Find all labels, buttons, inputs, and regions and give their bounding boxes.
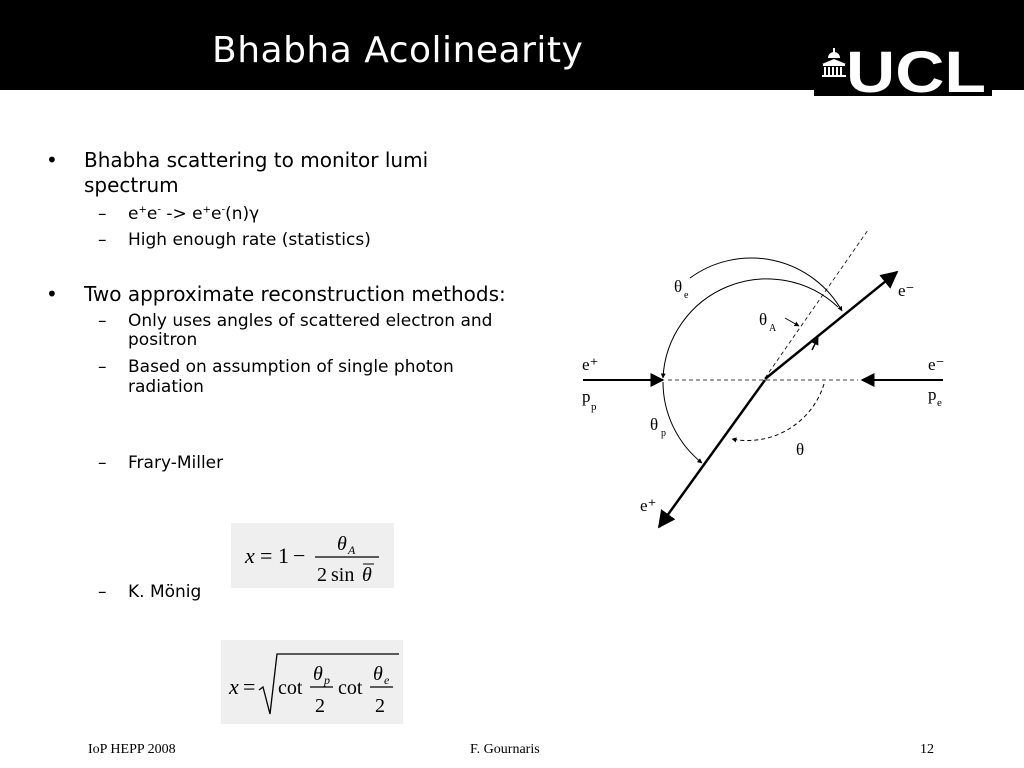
bullet-dot: • (46, 282, 58, 306)
label-e-plus-out: e⁺ (640, 496, 657, 515)
label-e-plus-in: e⁺ (582, 355, 599, 374)
label-theta-p-sub: p (661, 428, 666, 439)
label-p-p: p (582, 387, 591, 406)
bullet-dot: • (46, 148, 58, 172)
label-p-e-sub: e (937, 397, 942, 409)
bullet-1 (46, 148, 429, 173)
label-theta-e: θ (674, 277, 683, 296)
outgoing-electron-line (765, 272, 897, 379)
formula-sub1: p (324, 673, 330, 687)
sub-bullet-dash: – (98, 453, 107, 473)
formula-cot1: cot (278, 677, 303, 699)
label-theta: θ (796, 440, 805, 459)
sub-bullet-dash: – (98, 230, 107, 250)
positron-extension-dashed-line (765, 230, 868, 378)
label-e-minus-out: e⁻ (898, 281, 915, 300)
bullet-1-line2: spectrum (84, 173, 179, 197)
bullet-1-line1: Bhabha scattering to monitor lumi (84, 148, 429, 172)
formula-den-two: 2 (317, 564, 327, 586)
theta-p-arc (663, 382, 702, 463)
label-p-e: p (928, 385, 937, 404)
formula-theta2: θ (373, 663, 383, 685)
formula-x: x (229, 674, 239, 699)
label-e-minus-in: e⁻ (928, 355, 945, 374)
formula-num-theta: θ (337, 533, 347, 555)
theta-a-arrow (785, 318, 799, 326)
formula-x: x (245, 543, 255, 568)
theta-arc-dashed (732, 384, 824, 441)
label-theta-a: θ (759, 310, 768, 329)
sub-bullet-dash: – (98, 311, 107, 331)
ucl-logo-text: UCL (846, 40, 986, 96)
slide-title: Bhabha Acolinearity (212, 30, 584, 71)
formula-den-theta: θ (362, 564, 372, 586)
formula-den2: 2 (375, 695, 385, 717)
sub-bullet-angles-line2: positron (128, 330, 198, 350)
formula-equals: = (243, 674, 256, 699)
formula-num-sub: A (348, 543, 356, 557)
formula-cot2: cot (338, 677, 363, 699)
label-theta-e-sub: e (684, 290, 689, 301)
formula-equals: = (260, 543, 273, 568)
scattering-diagram (575, 225, 955, 535)
label-theta-p: θ (650, 415, 659, 434)
sub-bullet-angles: – Only uses angles of scattered electron and (98, 311, 493, 331)
footer-left: IoP HEPP 2008 (88, 742, 176, 757)
formula-theta1: θ (313, 663, 323, 685)
theta-e-arc-head (690, 258, 842, 311)
formula-monig (221, 640, 403, 724)
sub-bullet-frary-miller: – Frary-Miller (98, 453, 224, 473)
bullet-2-line1: Two approximate reconstruction methods: (84, 282, 506, 306)
theta-e-arc (663, 279, 838, 378)
footer-author: F. Gournaris (470, 742, 540, 757)
formula-frary-miller (231, 523, 394, 588)
ucl-logo (814, 40, 992, 96)
slide-number: 12 (920, 742, 934, 757)
sub-bullet-monig: – K. Mönig (98, 582, 202, 602)
sub-bullet-dash: – (98, 204, 107, 224)
sub-bullet-reaction: – e+e- -> e+e-(n)γ (98, 204, 260, 224)
bullet-2 (46, 282, 506, 307)
formula-den1: 2 (315, 695, 325, 717)
formula-sub2: e (384, 673, 390, 687)
sub-bullet-assumption: – Based on assumption of single photon (98, 357, 454, 377)
outgoing-positron-line (659, 380, 765, 527)
label-theta-a-sub: A (769, 323, 777, 334)
formula-one: 1 (278, 543, 289, 568)
sub-bullet-dash: – (98, 582, 107, 602)
label-p-p-sub: p (591, 401, 597, 413)
formula-minus: − (293, 543, 306, 568)
sub-bullet-rate: – High enough rate (statistics) (98, 230, 371, 250)
sub-bullet-dash: – (98, 357, 107, 377)
formula-den-sin: sin (331, 564, 355, 586)
sub-bullet-assumption-line2: radiation (128, 377, 204, 397)
